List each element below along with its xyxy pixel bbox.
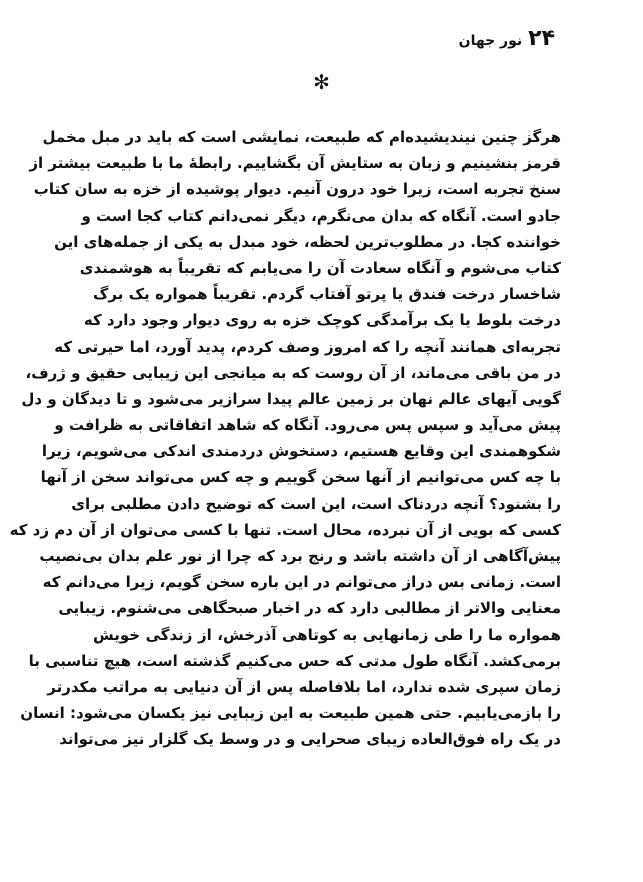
text-line: قرمز بنشینیم و زبان به ستایش آن بگشاییم. رابطهٔ ما با طبیعت بیشتر از xyxy=(29,154,561,173)
text-line: کتاب می‌شوم و آنگاه سعادت آن را می‌یابم که تقریباً به هوشمندی xyxy=(79,258,561,277)
text-line: تجربه‌ای همانند آنچه را که امروز وصف کردم، پدید آورد، اما حیرتی که xyxy=(54,337,561,356)
text-line: شاخسار درخت فندق یا پرتو آفتاب گردم. تقریباً همواره یک برگ xyxy=(93,285,561,304)
text-line: برمی‌کشد. آنگاه طول مدتی که حس می‌کنیم گذشته است، هیچ تناسبی با xyxy=(28,651,561,670)
text-line: درخت بلوط یا یک برآمدگی کوچک خزه به روی دیوار وجود دارد که xyxy=(83,311,561,330)
text-line: را بازمی‌یابیم. حتی همین طبیعت به این زیبایی نیز یکسان می‌شود: انسان xyxy=(20,704,561,723)
text-line: همواره ما را طی زمانهایی به کوتاهی آذرخش، از زندگی خویش xyxy=(93,625,561,644)
text-line: است. زمانی بس دراز می‌توانم در این باره سخن گویم، زیرا می‌دانم که xyxy=(42,573,561,592)
book-title: نور جهان xyxy=(458,33,523,49)
text-line: کسی که بویی از آن نبرده، محال است. تنها با کسی می‌توان از آن دم زد که xyxy=(9,520,561,539)
text-line: شکوهمندی این وقایع هستیم، دستخوش دردمندی اندکی می‌شویم، زیرا xyxy=(41,442,561,461)
page-number: ۲۴ xyxy=(528,26,555,51)
text-line: در من باقی می‌ماند، از آن روست که به میانجی این زیبایی حقیق و ژرف، xyxy=(25,363,561,382)
body-text xyxy=(9,124,561,753)
text-line: جادو است. آنگاه که بدان می‌نگرم، دیگر نمی‌دانم کتاب کجا است و xyxy=(81,206,561,225)
text-line: خواننده کجا. در مطلوب‌ترین لحظه، خود مبدل به یکی از جمله‌های این xyxy=(54,232,561,251)
text-line: گویی آیهای عالم نهان بر زمین عالم پیدا سرازیر می‌شود و تا دیدگان و دل xyxy=(21,389,561,408)
text-line: پیش می‌آید و سپس پس می‌رود. آنگاه که شاهد اتفاقاتی به ظرافت و xyxy=(54,416,561,435)
text-line: در یک راه فوق‌العاده زیبای صحرایی و در وسط یک گلزار نیز می‌تواند xyxy=(59,730,561,749)
section-ornament: ✻ xyxy=(313,70,330,94)
text-line: با چه کس می‌توانیم از آنها سخن گوییم و چه کس می‌تواند سخن از آنها xyxy=(40,468,561,487)
text-line: معنایی والاتر از مطالبی دارد که در اخبار صبحگاهی می‌شنوم. زیبایی xyxy=(58,599,561,618)
text-line: را بشنود؟ آنچه دردناک است، این است که توضیح دادن مطلبی برای xyxy=(71,494,561,513)
text-line: پیش‌آگاهی از آن داشته باشد و رنج برد که چرا از نور علم بدان بی‌نصیب xyxy=(39,547,561,565)
text-line: زمان سپری شده ندارد، اما بلافاصله پس از آن دنیایی به مراتب مکدرتر xyxy=(47,677,561,696)
text-line: هرگز چنین نیندیشیده‌ام که طبیعت، نمایشی است که باید در مبل مخمل xyxy=(42,128,561,146)
running-header xyxy=(459,26,555,51)
text-line: سنخ تجربه است، زیرا خود درون آنیم. دیوار پوشیده از خزه به سان کتاب xyxy=(33,180,561,199)
